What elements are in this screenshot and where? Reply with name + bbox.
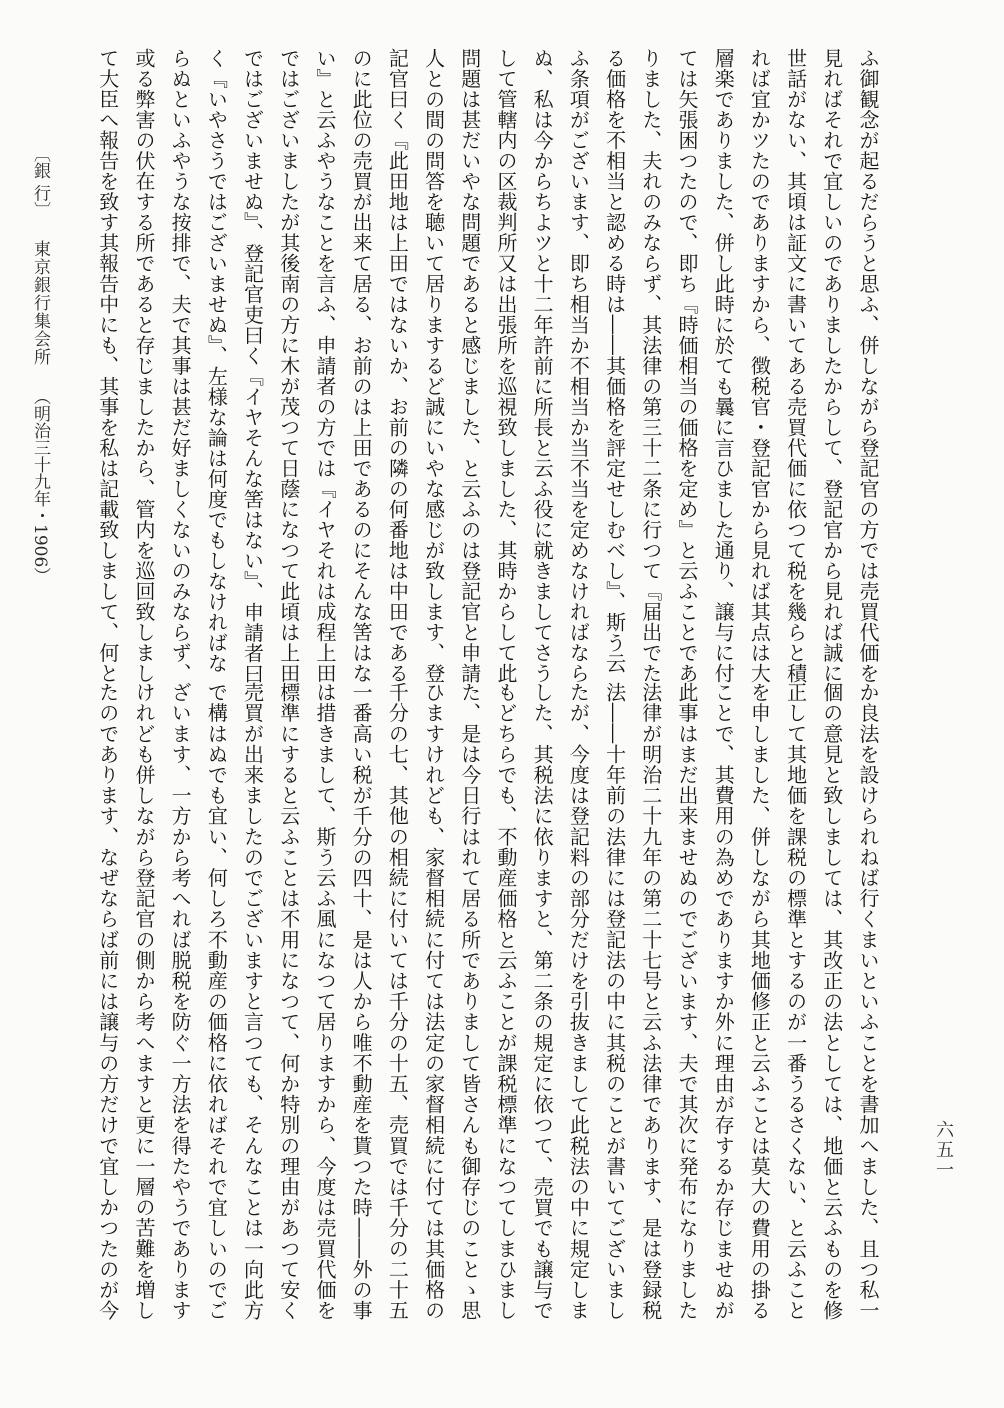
text-column: 法律が明治二十九年の第二十七号と云ふ法律であります、是は登録税	[638, 682, 663, 1321]
text-column: ざいます、一方から考へれば脱税を防ぐ一方法を得たやうであります	[168, 682, 193, 1321]
text-column: ふ条項がございます、即ち相当か不相当か当不当を定めなければなら	[566, 48, 591, 684]
text-column: 記官曰く『此田地は上田ではないか、お前の隣の何番地は中田である	[385, 48, 410, 684]
text-column: 個の意見と致しましては、其改正の法としては、地価と云ふものを修	[819, 682, 844, 1321]
text-column: ては矢張困つたので、即ち『時価相当の価格を定め』と云ふことであ	[674, 48, 699, 684]
lower-text-block	[95, 682, 886, 1321]
text-column: ではございましたが其後南の方に木が茂つて日蔭になつて此頃は上田	[276, 48, 301, 684]
text-column: で構はぬでも宜い、何しろ不動産の価格に依ればそれで宜しいのでご	[204, 682, 229, 1321]
header-date: （明治三十九年・1906）	[30, 388, 50, 585]
text-column: た、是は今日行はれて居る所でありまして皆さんも御存じのことゝ思	[457, 682, 482, 1321]
text-column: らぬといふやうな按排で、夫で其事は甚だ好ましくないのみならず、	[168, 48, 193, 684]
page-number: 六五一	[933, 1120, 954, 1180]
text-column: 人との間の問答を聴いて居りまするど誠にいやな感じが致します、登	[421, 48, 446, 684]
text-column: ではございませぬ』、登記官吏曰く『イヤそんな筈はない』、申請者曰	[240, 48, 265, 684]
text-column: りました、夫れのみならず、其法律の第三十二条に行つて『届出でた	[638, 48, 663, 684]
text-column: 標準にすると云ふことは不用になつて、何か特別の理由があつて安く	[276, 682, 301, 1321]
text-column: けれども併しながら登記官の側から考へますと更に一層の苦難を増し	[131, 682, 156, 1321]
text-column: ぬ、私は今からちよツと十二年許前に所長と云ふ役に就きましてさう	[530, 48, 555, 684]
text-column: 正して其地価を課税の標準とするのが一番うるさくない、と云ふこと	[783, 682, 808, 1321]
text-column: した、其税法に依りますと、第二条の規定に依つて、売買でも譲与で	[530, 682, 555, 1321]
text-column: 一番高い税が千分の四十、是は人から唯不動産を貰つた時――外の事	[349, 682, 374, 1321]
text-column: もどちらでも、不動産価格と云ふことが課税標準になつてしまひまし	[493, 682, 518, 1321]
text-column: ことで、其費用の為めでありますか外に理由が存するか存じませぬが	[711, 682, 736, 1321]
text-column: 層楽でありました、併し此時に於ても曩に言ひました通り、譲与に付	[711, 48, 736, 684]
text-column: たが、今度は登記料の部分だけを引抜きまして此税法の中に規定しま	[566, 682, 591, 1321]
text-column: 売買が出来ましたのでございますと言つても、そんなことは一向此方	[240, 682, 265, 1321]
text-column: して管轄内の区裁判所又は出張所を巡視致しました、其時からして此	[493, 48, 518, 684]
text-column: か良法を設けられねば行くまいといふことを書加へました、且つ私一	[856, 682, 880, 1321]
header-publisher: 東京銀行集会所	[30, 240, 50, 367]
text-column: 法――十年前の法律には登記法の中に其税のことが書いてございまし	[602, 682, 627, 1321]
text-column: い』と云ふやうなことを言ふ、申請者の方では『イヤそれは成程上田	[312, 48, 337, 684]
text-column: たのであります、なぜならば前には譲与の方だけで宜しかつたのが今	[95, 682, 120, 1321]
text-column: 或る弊害の伏在する所であると存じましたから、管内を巡回致しまし	[131, 48, 156, 684]
text-column: る価格を不相当と認める時は――其価格を評定せしむべし』、斯う云	[602, 48, 627, 674]
text-column: 世話がない、其頃は証文に書いてある売買代価に依つて税を幾らと積	[783, 48, 808, 684]
text-column: れば宜かツたのでありますから、徴税官・登記官から見れば其点は大	[747, 48, 772, 684]
text-column: 此事はまだ出来ませぬのでございます、夫で其次に発布になりました	[674, 682, 699, 1321]
text-column: ふ御観念が起るだらうと思ふ、併しながら登記官の方では売買代価を	[856, 48, 880, 684]
text-column: 問題は甚だいやな問題であると感じました、と云ふのは登記官と申請	[457, 48, 482, 684]
text-column: ひますけれども、家督相続に付ては法定の家督相続に付ては其価格の	[421, 682, 446, 1321]
text-column: く『いやさうではございませぬ』、左様な論は何度でもしなければな	[204, 48, 229, 674]
text-column: は措きまして、斯う云ふ風になつて居りますから、今度は売買代価を	[312, 682, 337, 1321]
text-column: 見ればそれで宜しいのでありましたからして、登記官から見れば誠に	[819, 48, 844, 684]
text-column: のに此位の売買が出来て居る、お前のは上田であるのにそんな筈はな	[349, 48, 374, 684]
header-category: 〔銀 行〕	[30, 145, 50, 219]
text-column: て大臣へ報告を致す其報告中にも、其事を私は記載致しまして、何と	[95, 48, 120, 684]
upper-text-block	[95, 48, 886, 684]
running-header	[28, 145, 53, 615]
text-column: を申しました、併しながら其地価修正と云ふことは莫大の費用の掛る	[747, 682, 772, 1321]
text-column: 千分の七、其他の相続に付いては千分の十五、売買では千分の二十五	[385, 682, 410, 1321]
